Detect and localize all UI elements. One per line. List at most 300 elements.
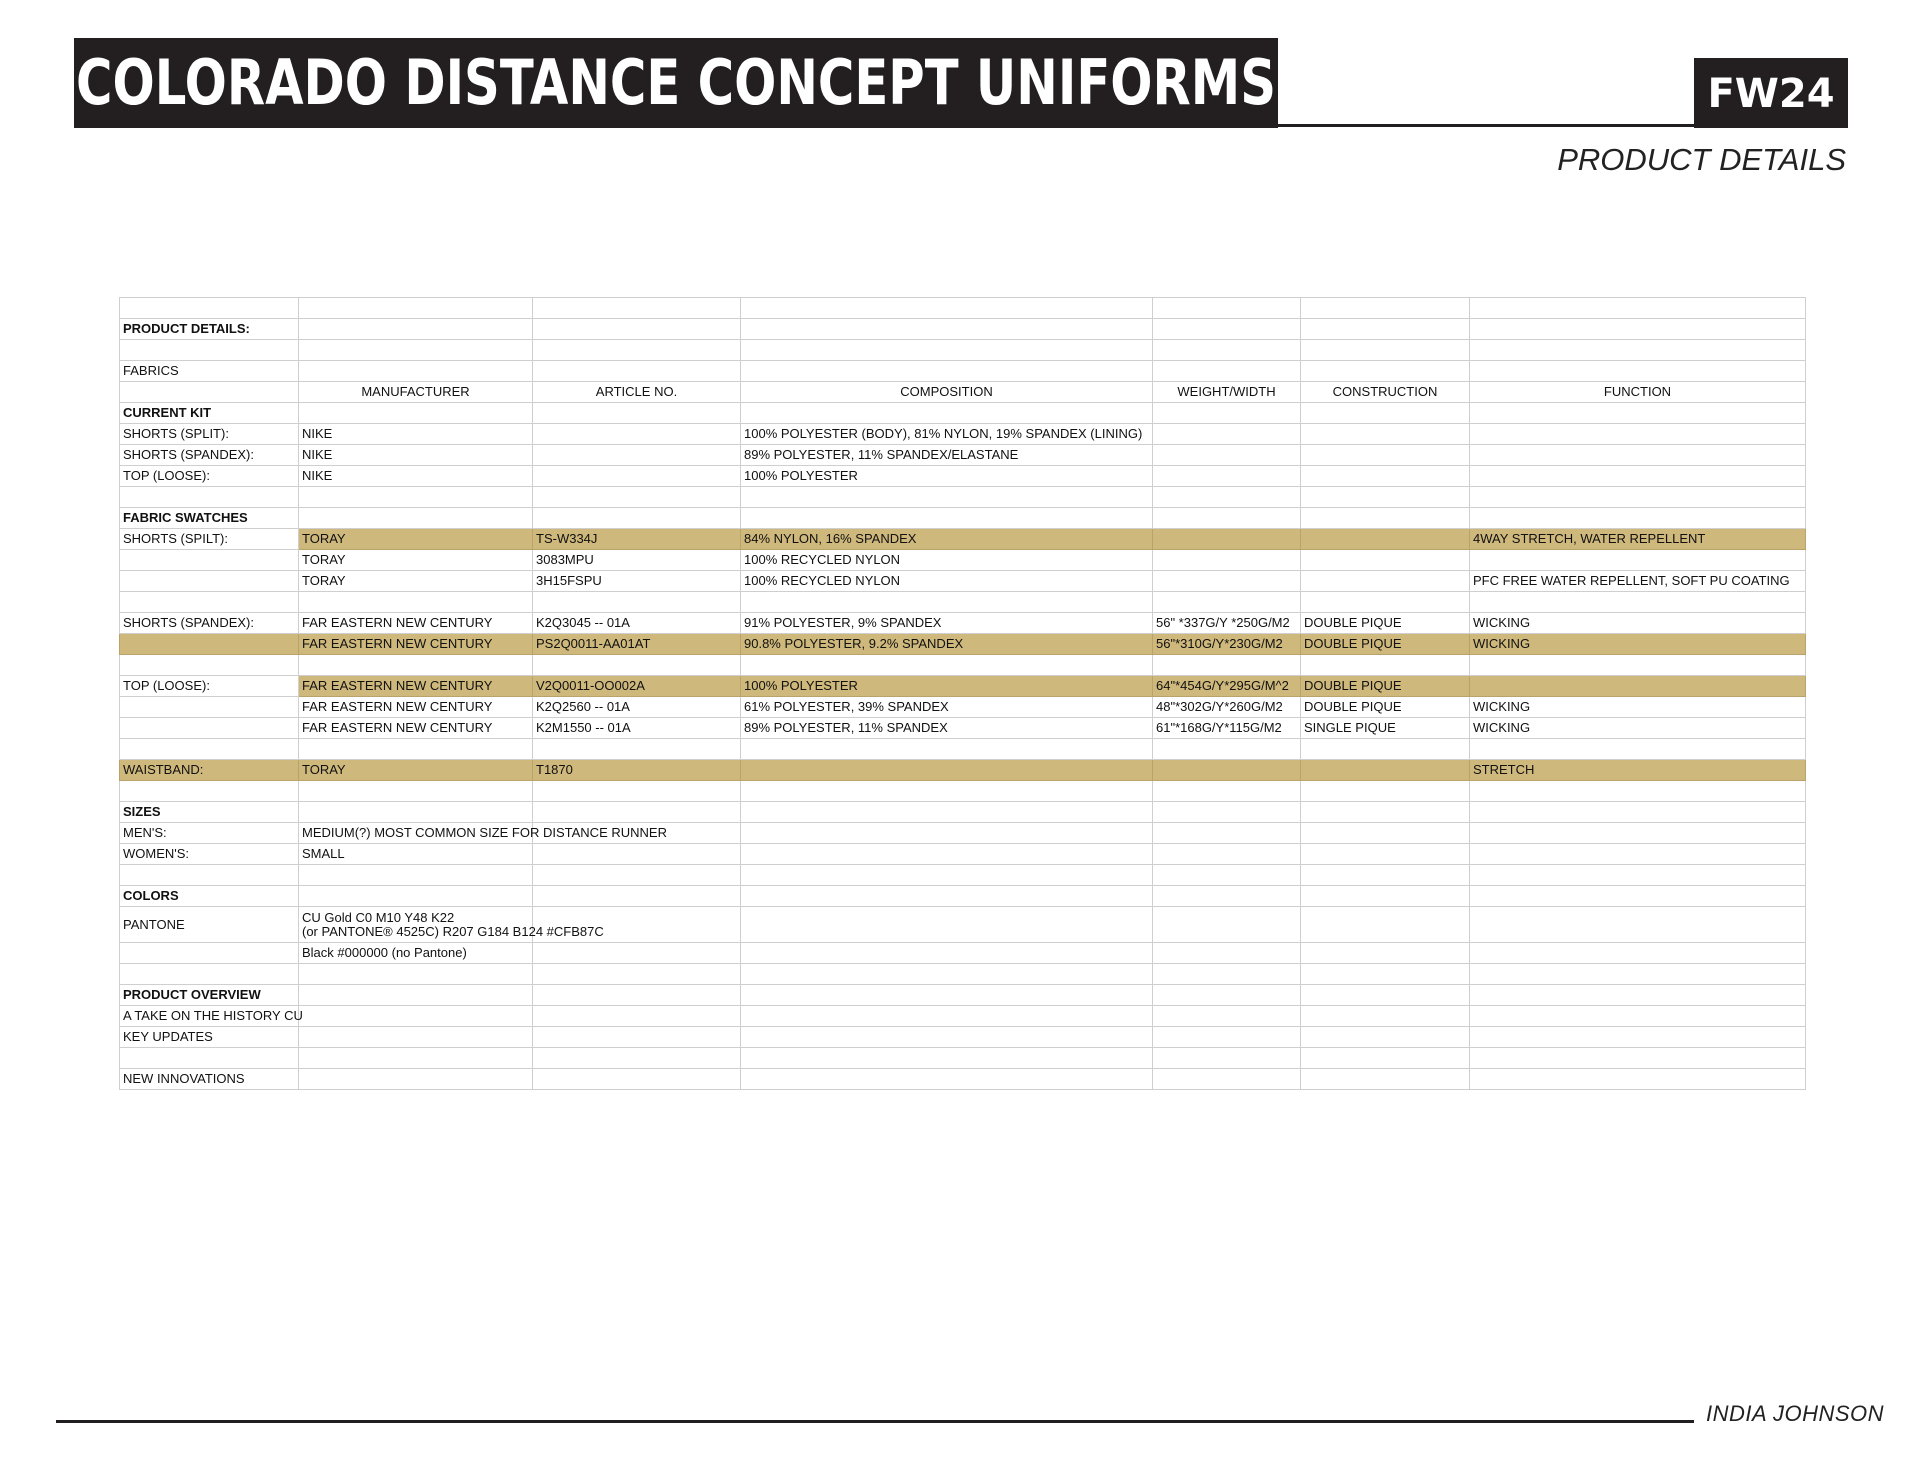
- table-cell: [1153, 571, 1301, 592]
- table-cell: [533, 319, 741, 340]
- table-cell: [1153, 319, 1301, 340]
- table-cell: [1301, 445, 1470, 466]
- table-cell: [1301, 844, 1470, 865]
- table-cell: SHORTS (SPANDEX):: [120, 613, 299, 634]
- table-cell: [120, 634, 299, 655]
- table-cell: [533, 487, 741, 508]
- table-cell: [741, 781, 1153, 802]
- table-cell: MEN'S:: [120, 823, 299, 844]
- table-cell: [1470, 655, 1806, 676]
- table-cell: [533, 655, 741, 676]
- table-cell: [120, 655, 299, 676]
- table-cell: [741, 760, 1153, 781]
- table-cell: [1301, 823, 1470, 844]
- table-cell: [1153, 487, 1301, 508]
- document-title: COLORADO DISTANCE CONCEPT UNIFORMS: [74, 38, 1278, 128]
- table-cell: [741, 802, 1153, 823]
- table-cell: [1153, 943, 1301, 964]
- table-cell: [1301, 1048, 1470, 1069]
- table-cell: FAR EASTERN NEW CENTURY: [299, 676, 533, 697]
- table-cell: [299, 1027, 533, 1048]
- table-cell: ARTICLE NO.: [533, 382, 741, 403]
- table-cell: [1470, 424, 1806, 445]
- table-cell: [299, 508, 533, 529]
- table-cell: [1153, 361, 1301, 382]
- table-cell: FAR EASTERN NEW CENTURY: [299, 718, 533, 739]
- author-name: INDIA JOHNSON: [1706, 1401, 1885, 1426]
- table-cell: TORAY: [299, 550, 533, 571]
- table-cell: SHORTS (SPANDEX):: [120, 445, 299, 466]
- table-row: [120, 361, 1806, 382]
- table-cell: [1301, 655, 1470, 676]
- table-cell: SMALL: [299, 844, 533, 865]
- table-cell: 90.8% POLYESTER, 9.2% SPANDEX: [741, 634, 1153, 655]
- table-cell: [120, 781, 299, 802]
- table-row: [120, 907, 1806, 943]
- table-cell: [1301, 361, 1470, 382]
- table-row: [120, 571, 1806, 592]
- table-cell: 100% RECYCLED NYLON: [741, 550, 1153, 571]
- table-row: [120, 781, 1806, 802]
- table-cell: [741, 403, 1153, 424]
- table-cell: [299, 964, 533, 985]
- table-cell: [741, 487, 1153, 508]
- table-cell: PS2Q0011-AA01AT: [533, 634, 741, 655]
- table-cell: [1470, 592, 1806, 613]
- table-cell: SIZES: [120, 802, 299, 823]
- table-cell: 4WAY STRETCH, WATER REPELLENT: [1470, 529, 1806, 550]
- table-cell: CU Gold C0 M10 Y48 K22 (or PANTONE® 4525C) R207 G184 B124 #CFB87C: [299, 907, 533, 943]
- table-cell: TORAY: [299, 529, 533, 550]
- table-cell: [533, 361, 741, 382]
- table-row: [120, 844, 1806, 865]
- table-cell: [1470, 865, 1806, 886]
- product-details-body: [120, 298, 1806, 1090]
- table-cell: [1153, 886, 1301, 907]
- table-cell: [1301, 943, 1470, 964]
- table-cell: [1153, 466, 1301, 487]
- table-cell: [1470, 508, 1806, 529]
- table-cell: [1470, 823, 1806, 844]
- table-cell: [1153, 403, 1301, 424]
- table-cell: [741, 964, 1153, 985]
- table-cell: [120, 964, 299, 985]
- table-cell: 48"*302G/Y*260G/M2: [1153, 697, 1301, 718]
- table-cell: [1470, 403, 1806, 424]
- table-cell: [533, 424, 741, 445]
- table-cell: [1301, 319, 1470, 340]
- table-cell: [1301, 508, 1470, 529]
- table-cell: SINGLE PIQUE: [1301, 718, 1470, 739]
- table-cell: [533, 1069, 741, 1090]
- table-cell: [1470, 1027, 1806, 1048]
- table-cell: [299, 361, 533, 382]
- table-cell: [1470, 298, 1806, 319]
- table-cell: [1470, 1069, 1806, 1090]
- table-row: [120, 697, 1806, 718]
- table-cell: FAR EASTERN NEW CENTURY: [299, 697, 533, 718]
- table-cell: [533, 865, 741, 886]
- table-cell: [1470, 487, 1806, 508]
- table-cell: 61% POLYESTER, 39% SPANDEX: [741, 697, 1153, 718]
- table-cell: SHORTS (SPILT):: [120, 529, 299, 550]
- table-row: [120, 823, 1806, 844]
- table-cell: [741, 1027, 1153, 1048]
- table-cell: 64"*454G/Y*295G/M^2: [1153, 676, 1301, 697]
- table-cell: COLORS: [120, 886, 299, 907]
- product-details-table: [119, 297, 1806, 1090]
- table-cell: STRETCH: [1470, 760, 1806, 781]
- table-cell: [533, 592, 741, 613]
- table-cell: [299, 781, 533, 802]
- table-cell: [299, 985, 533, 1006]
- table-cell: [1153, 865, 1301, 886]
- table-cell: [299, 487, 533, 508]
- table-row: [120, 718, 1806, 739]
- table-row: [120, 1069, 1806, 1090]
- table-cell: MEDIUM(?) MOST COMMON SIZE FOR DISTANCE RUNNER: [299, 823, 533, 844]
- table-cell: [1470, 319, 1806, 340]
- table-cell: 56" *337G/Y *250G/M2: [1153, 613, 1301, 634]
- table-cell: [1301, 592, 1470, 613]
- table-row: [120, 403, 1806, 424]
- table-cell: [741, 655, 1153, 676]
- table-cell: [741, 907, 1153, 943]
- table-cell: 89% POLYESTER, 11% SPANDEX/ELASTANE: [741, 445, 1153, 466]
- table-cell: [1153, 1027, 1301, 1048]
- table-cell: [120, 697, 299, 718]
- table-cell: [120, 571, 299, 592]
- table-cell: [533, 508, 741, 529]
- table-cell: CONSTRUCTION: [1301, 382, 1470, 403]
- table-cell: [533, 739, 741, 760]
- table-cell: [533, 943, 741, 964]
- table-cell: [1153, 823, 1301, 844]
- table-cell: [533, 466, 741, 487]
- table-cell: [1153, 424, 1301, 445]
- table-cell: [533, 802, 741, 823]
- table-cell: DOUBLE PIQUE: [1301, 634, 1470, 655]
- table-cell: [741, 592, 1153, 613]
- table-cell: FAR EASTERN NEW CENTURY: [299, 613, 533, 634]
- table-cell: [741, 340, 1153, 361]
- table-cell: [1301, 907, 1470, 943]
- table-cell: CURRENT KIT: [120, 403, 299, 424]
- table-cell: [741, 298, 1153, 319]
- table-cell: [120, 865, 299, 886]
- table-cell: [1153, 298, 1301, 319]
- table-cell: 100% RECYCLED NYLON: [741, 571, 1153, 592]
- table-cell: [1301, 487, 1470, 508]
- table-cell: PRODUCT OVERVIEW: [120, 985, 299, 1006]
- table-cell: [1470, 781, 1806, 802]
- table-cell: [120, 382, 299, 403]
- table-cell: [1301, 1027, 1470, 1048]
- table-cell: [120, 592, 299, 613]
- table-cell: [533, 403, 741, 424]
- table-cell: [1301, 424, 1470, 445]
- table-cell: [1301, 886, 1470, 907]
- table-row: [120, 319, 1806, 340]
- table-row: [120, 964, 1806, 985]
- table-cell: [1470, 886, 1806, 907]
- table-cell: [533, 985, 741, 1006]
- table-cell: DOUBLE PIQUE: [1301, 697, 1470, 718]
- table-cell: [1301, 739, 1470, 760]
- table-cell: [1301, 802, 1470, 823]
- table-row: [120, 445, 1806, 466]
- table-cell: [299, 298, 533, 319]
- table-cell: WAISTBAND:: [120, 760, 299, 781]
- table-cell: SHORTS (SPLIT):: [120, 424, 299, 445]
- table-row: [120, 466, 1806, 487]
- table-row: [120, 592, 1806, 613]
- table-row: [120, 865, 1806, 886]
- table-cell: [1470, 964, 1806, 985]
- table-cell: 61"*168G/Y*115G/M2: [1153, 718, 1301, 739]
- table-cell: [1153, 1006, 1301, 1027]
- table-cell: FUNCTION: [1470, 382, 1806, 403]
- table-cell: [120, 298, 299, 319]
- table-cell: NEW INNOVATIONS: [120, 1069, 299, 1090]
- table-cell: [299, 886, 533, 907]
- table-cell: [299, 1069, 533, 1090]
- table-cell: [299, 340, 533, 361]
- table-cell: TOP (LOOSE):: [120, 676, 299, 697]
- table-row: [120, 943, 1806, 964]
- table-cell: PRODUCT DETAILS:: [120, 319, 299, 340]
- table-cell: [741, 319, 1153, 340]
- table-cell: [1153, 985, 1301, 1006]
- table-cell: [1301, 760, 1470, 781]
- table-cell: [1470, 1006, 1806, 1027]
- table-cell: [1153, 781, 1301, 802]
- table-cell: [741, 508, 1153, 529]
- table-row: [120, 424, 1806, 445]
- table-row: [120, 739, 1806, 760]
- table-row: [120, 508, 1806, 529]
- table-cell: [299, 319, 533, 340]
- table-cell: [1153, 1048, 1301, 1069]
- table-row: [120, 529, 1806, 550]
- table-cell: 100% POLYESTER (BODY), 81% NYLON, 19% SPANDEX (LINING): [741, 424, 1153, 445]
- table-cell: WEIGHT/WIDTH: [1153, 382, 1301, 403]
- table-row: [120, 340, 1806, 361]
- table-cell: TORAY: [299, 760, 533, 781]
- table-cell: [299, 802, 533, 823]
- table-cell: T1870: [533, 760, 741, 781]
- table-cell: [741, 361, 1153, 382]
- table-cell: 91% POLYESTER, 9% SPANDEX: [741, 613, 1153, 634]
- table-row: [120, 1006, 1806, 1027]
- table-cell: [1153, 844, 1301, 865]
- table-cell: [299, 1048, 533, 1069]
- table-cell: 100% POLYESTER: [741, 676, 1153, 697]
- table-cell: KEY UPDATES: [120, 1027, 299, 1048]
- table-cell: [533, 340, 741, 361]
- table-cell: [120, 1048, 299, 1069]
- table-cell: [1470, 361, 1806, 382]
- table-cell: [1301, 529, 1470, 550]
- table-cell: WICKING: [1470, 634, 1806, 655]
- table-cell: [1470, 943, 1806, 964]
- table-cell: [741, 865, 1153, 886]
- table-cell: Black #000000 (no Pantone): [299, 943, 533, 964]
- table-cell: TORAY: [299, 571, 533, 592]
- table-cell: [1153, 550, 1301, 571]
- table-cell: [1153, 739, 1301, 760]
- table-cell: TOP (LOOSE):: [120, 466, 299, 487]
- table-cell: WICKING: [1470, 718, 1806, 739]
- table-cell: DOUBLE PIQUE: [1301, 613, 1470, 634]
- table-row: [120, 1027, 1806, 1048]
- table-cell: [1301, 865, 1470, 886]
- table-cell: [1470, 739, 1806, 760]
- table-cell: [1153, 592, 1301, 613]
- table-cell: FAR EASTERN NEW CENTURY: [299, 634, 533, 655]
- table-cell: [533, 298, 741, 319]
- table-cell: [120, 943, 299, 964]
- table-cell: [1153, 964, 1301, 985]
- table-row: [120, 802, 1806, 823]
- table-cell: [1301, 964, 1470, 985]
- table-cell: [1470, 1048, 1806, 1069]
- table-cell: [299, 739, 533, 760]
- table-cell: WICKING: [1470, 613, 1806, 634]
- table-cell: PANTONE: [120, 907, 299, 943]
- table-row: [120, 760, 1806, 781]
- footer-rule: [56, 1420, 1694, 1423]
- table-cell: [120, 487, 299, 508]
- table-cell: A TAKE ON THE HISTORY CU: [120, 1006, 299, 1027]
- table-cell: [1153, 340, 1301, 361]
- table-cell: [1301, 1069, 1470, 1090]
- table-cell: [741, 1048, 1153, 1069]
- table-cell: NIKE: [299, 466, 533, 487]
- table-cell: [120, 739, 299, 760]
- table-cell: 3H15FSPU: [533, 571, 741, 592]
- table-row: [120, 676, 1806, 697]
- table-cell: [533, 445, 741, 466]
- table-cell: [1301, 466, 1470, 487]
- page-subtitle: PRODUCT DETAILS: [1557, 142, 1846, 177]
- title-rule: [1278, 124, 1696, 127]
- table-cell: [533, 886, 741, 907]
- table-cell: K2Q2560 -- 01A: [533, 697, 741, 718]
- table-cell: [1153, 655, 1301, 676]
- table-cell: [1470, 676, 1806, 697]
- table-row: [120, 487, 1806, 508]
- table-cell: [741, 886, 1153, 907]
- table-cell: [741, 844, 1153, 865]
- table-cell: [1301, 571, 1470, 592]
- table-cell: [1470, 445, 1806, 466]
- table-row: [120, 382, 1806, 403]
- table-cell: MANUFACTURER: [299, 382, 533, 403]
- table-cell: [741, 823, 1153, 844]
- table-cell: DOUBLE PIQUE: [1301, 676, 1470, 697]
- table-cell: TS-W334J: [533, 529, 741, 550]
- table-cell: [299, 403, 533, 424]
- table-cell: NIKE: [299, 445, 533, 466]
- table-row: [120, 886, 1806, 907]
- table-cell: [1301, 340, 1470, 361]
- table-cell: FABRICS: [120, 361, 299, 382]
- table-cell: [299, 865, 533, 886]
- table-cell: [533, 964, 741, 985]
- table-cell: FABRIC SWATCHES: [120, 508, 299, 529]
- table-cell: [1153, 802, 1301, 823]
- table-cell: [741, 739, 1153, 760]
- table-row: [120, 1048, 1806, 1069]
- table-cell: [299, 655, 533, 676]
- table-cell: 3083MPU: [533, 550, 741, 571]
- table-cell: [1470, 466, 1806, 487]
- table-cell: [1301, 1006, 1470, 1027]
- table-row: [120, 550, 1806, 571]
- table-cell: [1470, 340, 1806, 361]
- table-row: [120, 655, 1806, 676]
- table-cell: [741, 943, 1153, 964]
- table-cell: NIKE: [299, 424, 533, 445]
- table-cell: [533, 1048, 741, 1069]
- table-cell: [533, 1027, 741, 1048]
- table-cell: [1470, 550, 1806, 571]
- table-cell: [533, 1006, 741, 1027]
- table-cell: 56"*310G/Y*230G/M2: [1153, 634, 1301, 655]
- table-cell: [1153, 508, 1301, 529]
- table-cell: K2M1550 -- 01A: [533, 718, 741, 739]
- table-cell: V2Q0011-OO002A: [533, 676, 741, 697]
- table-cell: PFC FREE WATER REPELLENT, SOFT PU COATING: [1470, 571, 1806, 592]
- table-cell: [533, 781, 741, 802]
- table-cell: 89% POLYESTER, 11% SPANDEX: [741, 718, 1153, 739]
- table-cell: WOMEN'S:: [120, 844, 299, 865]
- table-cell: [1153, 907, 1301, 943]
- table-cell: [1470, 907, 1806, 943]
- table-cell: WICKING: [1470, 697, 1806, 718]
- table-cell: [1301, 298, 1470, 319]
- table-cell: [1301, 403, 1470, 424]
- table-cell: [1470, 802, 1806, 823]
- table-row: [120, 634, 1806, 655]
- table-cell: [1301, 550, 1470, 571]
- season-badge: FW24: [1694, 58, 1848, 128]
- table-cell: COMPOSITION: [741, 382, 1153, 403]
- table-cell: [741, 985, 1153, 1006]
- table-cell: [1301, 985, 1470, 1006]
- table-cell: [1153, 760, 1301, 781]
- table-cell: [120, 718, 299, 739]
- table-cell: 84% NYLON, 16% SPANDEX: [741, 529, 1153, 550]
- table-cell: [1153, 529, 1301, 550]
- table-cell: [299, 1006, 533, 1027]
- table-row: [120, 613, 1806, 634]
- table-cell: [1470, 844, 1806, 865]
- table-cell: [120, 340, 299, 361]
- table-cell: [1470, 985, 1806, 1006]
- table-cell: [299, 592, 533, 613]
- table-cell: [1301, 781, 1470, 802]
- table-cell: [741, 1069, 1153, 1090]
- table-row: [120, 985, 1806, 1006]
- table-cell: K2Q3045 -- 01A: [533, 613, 741, 634]
- table-cell: [1153, 445, 1301, 466]
- table-cell: [741, 1006, 1153, 1027]
- table-cell: [120, 550, 299, 571]
- table-cell: [533, 844, 741, 865]
- table-row: [120, 298, 1806, 319]
